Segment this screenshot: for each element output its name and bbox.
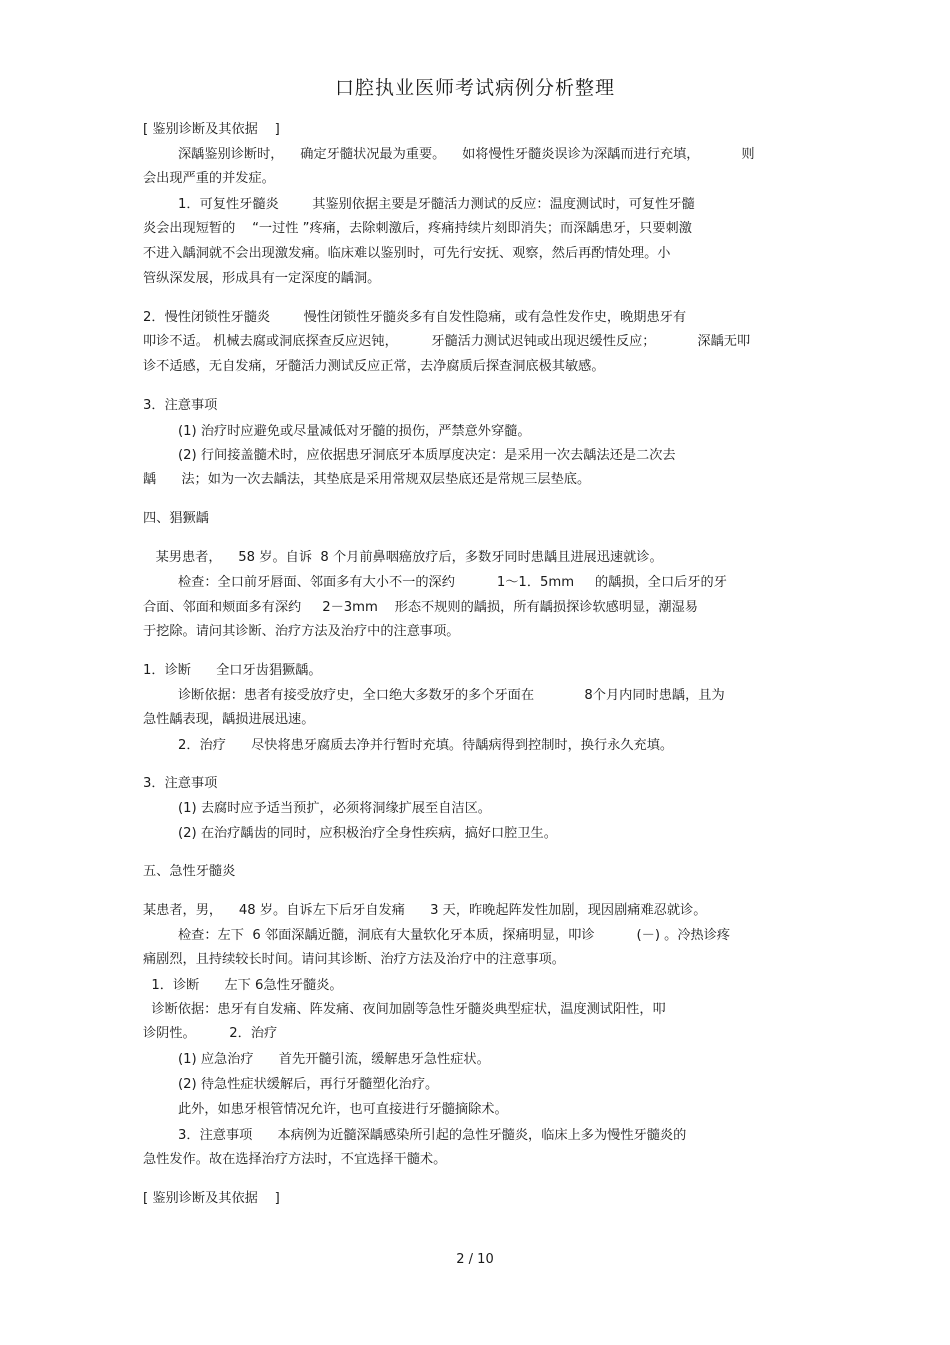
paragraph-line: 会出现严重的并发症。 <box>143 171 275 186</box>
paragraph-line: (2) 在治疗龋齿的同时，应积极治疗全身性疾病，搞好口腔卫生。 <box>178 826 557 841</box>
paragraph-line: 1．诊断 左下 6急性牙髓炎。 <box>143 978 343 993</box>
paragraph-line: 某男患者， 58 岁。自诉 8 个月前鼻咽癌放疗后，多数牙同时患龋且进展迅速就诊。 <box>143 550 663 565</box>
paragraph-line: 诊断依据：患者有接受放疗史，全口绝大多数牙的多个牙面在 8个月内同时患龋，且为 <box>178 688 725 703</box>
paragraph-line: (2) 待急性症状缓解后，再行牙髓塑化治疗。 <box>178 1077 439 1092</box>
paragraph-line: 深龋鉴别诊断时， 确定牙髓状况最为重要。 如将慢性牙髓炎误诊为深龋而进行充填， 则 <box>178 147 755 162</box>
paragraph-line: (1) 治疗时应避免或尽量减低对牙髓的损伤，严禁意外穿髓。 <box>178 424 531 439</box>
section-heading: [ 鉴别诊断及其依据 ] <box>143 1191 280 1206</box>
section-heading: [ 鉴别诊断及其依据 ] <box>143 122 280 137</box>
paragraph-line: 某患者，男， 48 岁。自诉左下后牙自发痛 3 天，昨晚起阵发性加剧，现因剧痛难忍就诊。 <box>143 903 707 918</box>
paragraph-line: 龋 法；如为一次去龋法，其垫底是采用常规双层垫底还是常规三层垫底。 <box>143 472 591 487</box>
paragraph-line: (1) 去腐时应予适当预扩，必须将洞缘扩展至自洁区。 <box>178 801 491 816</box>
page-number: 2 / 10 <box>456 1252 494 1267</box>
section-heading: 3．注意事项 <box>143 776 218 791</box>
paragraph-line: 不进入龋洞就不会出现激发痛。临床难以鉴别时，可先行安抚、观察，然后再酌情处理。小 <box>143 246 671 261</box>
section-heading: 五、急性牙髓炎 <box>143 864 236 879</box>
paragraph-line: 叩诊不适。 机械去腐或洞底探查反应迟钝， 牙髓活力测试迟钝或出现迟缓性反应； 深龋无叩 <box>143 334 751 349</box>
paragraph-line: 检查：左下 6 邻面深龋近髓，洞底有大量软化牙本质，探痛明显，叩诊 (－) 。冷热诊疼 <box>178 928 731 943</box>
paragraph-line: 急性发作。故在选择治疗方法时，不宜选择干髓术。 <box>143 1152 447 1167</box>
paragraph-line: 1．可复性牙髓炎 其鉴别依据主要是牙髓活力测试的反应：温度测试时，可复性牙髓 <box>178 197 695 212</box>
paragraph-line: 2．治疗 尽快将患牙腐质去净并行暂时充填。待龋病得到控制时，换行永久充填。 <box>178 738 674 753</box>
paragraph-line: 3．注意事项 本病例为近髓深龋感染所引起的急性牙髓炎，临床上多为慢性牙髓炎的 <box>178 1128 687 1143</box>
section-heading: 3．注意事项 <box>143 398 218 413</box>
paragraph-line: (2) 行间接盖髓术时，应依据患牙洞底牙本质厚度决定：是采用一次去龋法还是二次去 <box>178 448 676 463</box>
paragraph-line: 诊断依据：患牙有自发痛、阵发痛、夜间加剧等急性牙髓炎典型症状，温度测试阳性，叩 <box>143 1002 666 1017</box>
paragraph-line: 于挖除。请问其诊断、治疗方法及治疗中的注意事项。 <box>143 624 460 639</box>
paragraph-line: 急性龋表现，龋损进展迅速。 <box>143 712 315 727</box>
document-title: 口腔执业医师考试病例分析整理 <box>334 77 615 99</box>
paragraph-line: 痛剧烈，且持续较长时间。请问其诊断、治疗方法及治疗中的注意事项。 <box>143 952 565 967</box>
paragraph-line: 合面、邻面和颊面多有深约 2－3mm 形态不规则的龋损，所有龋损探诊软感明显，潮湿易 <box>143 600 698 615</box>
paragraph-line: 此外，如患牙根管情况允许，也可直接进行牙髓摘除术。 <box>178 1102 508 1117</box>
paragraph-line: 2．慢性闭锁性牙髓炎 慢性闭锁性牙髓炎多有自发性隐痛，或有急性发作史，晚期患牙有 <box>143 310 687 325</box>
paragraph-line: 检查：全口前牙唇面、邻面多有大小不一的深约 1～1．5mm 的龋损，全口后牙的牙 <box>178 575 727 590</box>
paragraph-line: 诊不适感，无自发痛，牙髓活力测试反应正常，去净腐质后探查洞底极其敏感。 <box>143 359 605 374</box>
paragraph-line: 炎会出现短暂的 “一过性 ”疼痛，去除刺激后，疼痛持续片刻即消失；而深龋患牙，只要刺激 <box>143 221 692 236</box>
paragraph-line: 管纵深发展，形成具有一定深度的龋洞。 <box>143 271 381 286</box>
paragraph-line: (1) 应急治疗 首先开髓引流，缓解患牙急性症状。 <box>178 1052 490 1067</box>
section-heading: 四、猖獗龋 <box>143 511 209 526</box>
paragraph-line: 诊阴性。 2．治疗 <box>143 1026 278 1041</box>
section-heading: 1．诊断 全口牙齿猖獗龋。 <box>143 663 322 678</box>
